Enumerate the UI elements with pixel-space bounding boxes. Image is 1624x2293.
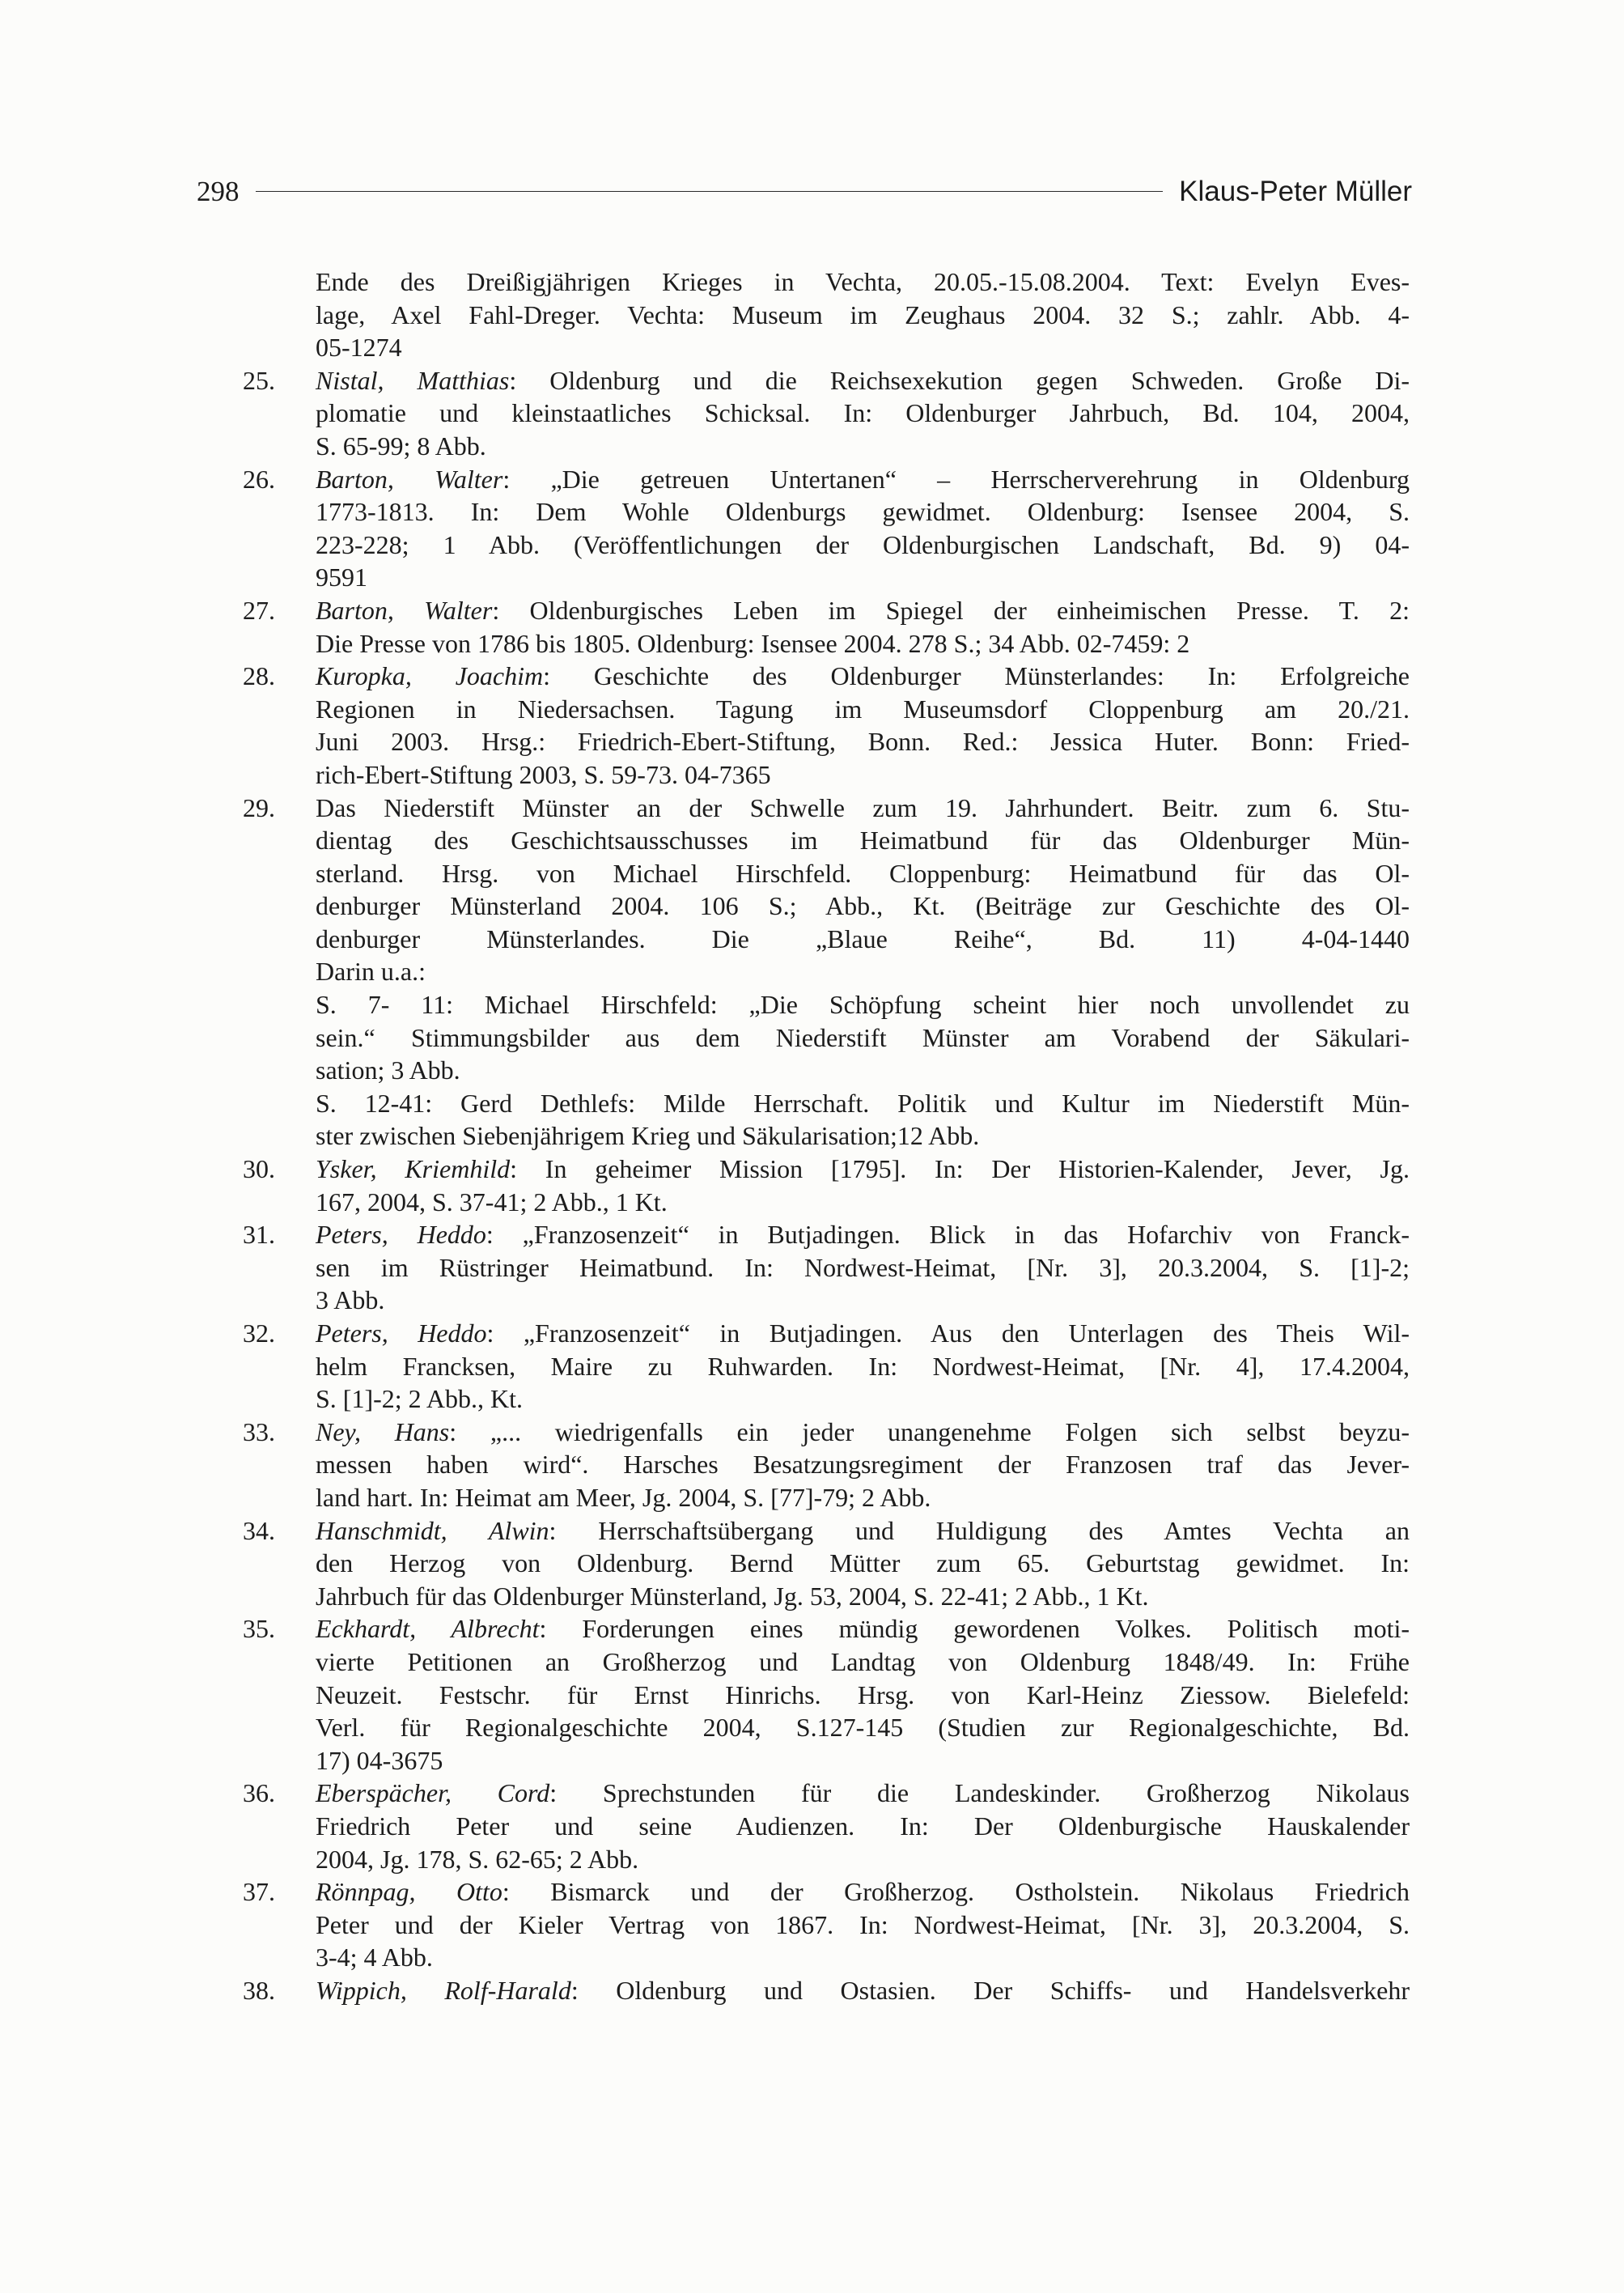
entry-text	[316, 265, 1410, 364]
entry-text	[316, 1612, 1410, 1777]
entry-number: 37.	[243, 1877, 275, 1907]
text-line: sein.“ Stimmungsbilder aus dem Niederstift Münster am Vorabend der Säkulari-	[316, 1022, 1410, 1052]
entry-number: 27.	[243, 595, 275, 625]
text-line: S. 65-99; 8 Abb.	[316, 431, 486, 461]
entry-text	[316, 1153, 1410, 1218]
text-line: 2004, Jg. 178, S. 62-65; 2 Abb.	[316, 1844, 639, 1874]
page-header	[197, 168, 1412, 214]
text-line: Juni 2003. Hrsg.: Friedrich-Ebert-Stiftung, Bonn. Red.: Jessica Huter. Bonn: Fried-	[316, 727, 1410, 757]
entry-author: Hanschmidt, Alwin	[316, 1515, 549, 1545]
entry-text	[316, 1416, 1410, 1514]
text-line: 223-228; 1 Abb. (Veröffentlichungen der Oldenburgischen Landschaft, Bd. 9) 04-	[316, 529, 1410, 559]
text-line: Eberspächer, Cord: Sprechstunden für die Landeskinder. Großherzog Nikolaus	[316, 1778, 1410, 1808]
text-line: Peters, Heddo: „Franzosenzeit“ in Butjadingen. Blick in das Hofarchiv von Franck-	[316, 1220, 1410, 1250]
text-line: messen haben wird“. Harsches Besatzungsregiment der Franzosen traf das Jever-	[316, 1450, 1410, 1480]
text-line: rich-Ebert-Stiftung 2003, S. 59-73. 04-7365	[316, 759, 771, 789]
entry-number: 36.	[243, 1778, 275, 1808]
text-line: den Herzog von Oldenburg. Bernd Mütter zum 65. Geburtstag gewidmet. In:	[316, 1548, 1410, 1578]
entry-number: 26.	[243, 464, 275, 494]
bibliography-entry	[243, 1317, 1410, 1416]
bibliography-entry	[243, 1974, 1410, 2007]
text-line: Peters, Heddo: „Franzosenzeit“ in Butjadingen. Aus den Unterlagen des Theis Wil-	[316, 1318, 1410, 1348]
text-line: Peter und der Kieler Vertrag von 1867. In: Nordwest-Heimat, [Nr. 3], 20.3.2004, S.	[316, 1909, 1410, 1939]
text-line: 9591	[316, 563, 367, 592]
entry-text	[316, 1875, 1410, 1974]
bibliography-list	[243, 265, 1410, 2006]
entry-text	[316, 1514, 1410, 1613]
bibliography-entry	[243, 594, 1410, 660]
entry-text	[316, 1218, 1410, 1317]
entry-text	[316, 660, 1410, 791]
text-line: denburger Münsterlandes. Die „Blaue Reihe“, Bd. 11) 4-04-1440	[316, 924, 1410, 953]
text-line: 1773-1813. In: Dem Wohle Oldenburgs gewidmet. Oldenburg: Isensee 2004, S.	[316, 497, 1410, 527]
text-line: Jahrbuch für das Oldenburger Münsterland, Jg. 53, 2004, S. 22-41; 2 Abb., 1 Kt.	[316, 1581, 1149, 1611]
text-line: Kuropka, Joachim: Geschichte des Oldenburger Münsterlandes: In: Erfolgreiche	[316, 661, 1410, 691]
entry-author: Rönnpag, Otto	[316, 1877, 502, 1907]
entry-text	[316, 792, 1410, 1153]
text-line: Barton, Walter: „Die getreuen Untertanen“ – Herrscherverehrung in Oldenburg	[316, 464, 1410, 494]
entry-number: 38.	[243, 1975, 275, 2005]
text-line: 05-1274	[316, 333, 402, 363]
continued-entry	[243, 265, 1410, 364]
text-line: S. 12-41: Gerd Dethlefs: Milde Herrschaft. Politik und Kultur im Niederstift Mün-	[316, 1088, 1410, 1118]
text-line: Ney, Hans: „... wiedrigenfalls ein jeder unangenehme Folgen sich selbst beyzu-	[316, 1416, 1410, 1446]
text-line: S. 7- 11: Michael Hirschfeld: „Die Schöpfung scheint hier noch unvollendet zu	[316, 990, 1410, 1020]
bibliography-entry	[243, 1416, 1410, 1514]
entry-number: 25.	[243, 365, 275, 395]
entry-text	[316, 463, 1410, 594]
entry-number: 33.	[243, 1416, 275, 1446]
entry-author: Peters, Heddo	[316, 1318, 487, 1348]
bibliography-entry	[243, 364, 1410, 463]
text-line: Eckhardt, Albrecht: Forderungen eines mündig gewordenen Volkes. Politisch moti-	[316, 1614, 1410, 1644]
entry-number: 35.	[243, 1614, 275, 1644]
text-line: plomatie und kleinstaatliches Schicksal. In: Oldenburger Jahrbuch, Bd. 104, 2004,	[316, 398, 1410, 428]
sub-entry	[316, 1087, 1410, 1153]
text-line: helm Francksen, Maire zu Ruhwarden. In: Nordwest-Heimat, [Nr. 4], 17.4.2004,	[316, 1351, 1410, 1381]
text-line: lage, Axel Fahl-Dreger. Vechta: Museum im Zeughaus 2004. 32 S.; zahlr. Abb. 4-	[316, 299, 1410, 329]
bibliography-entry	[243, 792, 1410, 1153]
entry-number: 31.	[243, 1220, 275, 1250]
text-line: denburger Münsterland 2004. 106 S.; Abb., Kt. (Beiträge zur Geschichte des Ol-	[316, 891, 1410, 921]
header-rule	[256, 191, 1164, 192]
text-line: 167, 2004, S. 37-41; 2 Abb., 1 Kt.	[316, 1187, 668, 1217]
text-line: Rönnpag, Otto: Bismarck und der Großherzog. Ostholstein. Nikolaus Friedrich	[316, 1877, 1410, 1907]
text-line: Ysker, Kriemhild: In geheimer Mission [1795]. In: Der Historien-Kalender, Jever, Jg.	[316, 1154, 1410, 1184]
sub-entry	[316, 988, 1410, 1087]
text-line: 3 Abb.	[316, 1285, 385, 1315]
bibliography-entry	[243, 463, 1410, 594]
entry-text	[316, 1777, 1410, 1875]
page-number: 298	[197, 175, 240, 207]
bibliography-entry	[243, 1514, 1410, 1613]
entry-text	[316, 1317, 1410, 1416]
text-line: Darin u.a.:	[316, 957, 426, 987]
text-line: Ende des Dreißigjährigen Krieges in Vechta, 20.05.-15.08.2004. Text: Evelyn Eves-	[316, 267, 1410, 296]
text-line: land hart. In: Heimat am Meer, Jg. 2004, S. [77]-79; 2 Abb.	[316, 1482, 931, 1512]
text-line: Die Presse von 1786 bis 1805. Oldenburg: Isensee 2004. 278 S.; 34 Abb. 02-7459: 2	[316, 628, 1190, 658]
bibliography-entry	[243, 1153, 1410, 1218]
entry-number: 29.	[243, 792, 275, 822]
entry-author: Barton, Walter	[316, 464, 503, 494]
entry-number: 34.	[243, 1515, 275, 1545]
bibliography-entry	[243, 1875, 1410, 1974]
entry-author: Eberspächer, Cord	[316, 1778, 550, 1808]
entry-author: Wippich, Rolf-Harald	[316, 1975, 571, 2005]
text-line: Regionen in Niedersachsen. Tagung im Museumsdorf Cloppenburg am 20./21.	[316, 694, 1410, 724]
bibliography-entry	[243, 660, 1410, 791]
entry-text	[316, 594, 1410, 660]
entry-number: 30.	[243, 1154, 275, 1184]
text-line: Barton, Walter: Oldenburgisches Leben im Spiegel der einheimischen Presse. T. 2:	[316, 595, 1410, 625]
entry-author: Peters, Heddo	[316, 1220, 486, 1250]
entry-author: Barton, Walter	[316, 595, 493, 625]
text-line: Das Niederstift Münster an der Schwelle zum 19. Jahrhundert. Beitr. zum 6. Stu-	[316, 792, 1410, 822]
text-line: dientag des Geschichtsausschusses im Heimatbund für das Oldenburger Mün-	[316, 826, 1410, 856]
entry-author: Kuropka, Joachim	[316, 661, 544, 691]
text-line: 17) 04-3675	[316, 1745, 443, 1775]
bibliography-entry	[243, 1218, 1410, 1317]
text-line: Nistal, Matthias: Oldenburg und die Reichsexekution gegen Schweden. Große Di-	[316, 365, 1410, 395]
text-line: Neuzeit. Festschr. für Ernst Hinrichs. Hrsg. von Karl-Heinz Ziessow. Bielefeld:	[316, 1679, 1410, 1709]
entry-number: 32.	[243, 1318, 275, 1348]
entry-text	[316, 364, 1410, 463]
text-line: Hanschmidt, Alwin: Herrschaftsübergang und Huldigung des Amtes Vechta an	[316, 1515, 1410, 1545]
entry-number: 28.	[243, 661, 275, 691]
entry-author: Ney, Hans	[316, 1416, 450, 1446]
text-line: sterland. Hrsg. von Michael Hirschfeld. Cloppenburg: Heimatbund für das Ol-	[316, 858, 1410, 888]
text-line: ster zwischen Siebenjährigem Krieg und Säkularisation;12 Abb.	[316, 1121, 980, 1151]
text-line: sen im Rüstringer Heimatbund. In: Nordwest-Heimat, [Nr. 3], 20.3.2004, S. [1]-2;	[316, 1252, 1410, 1282]
text-line: Verl. für Regionalgeschichte 2004, S.127-145 (Studien zur Regionalgeschichte, Bd.	[316, 1713, 1410, 1743]
entry-author: Nistal, Matthias	[316, 365, 510, 395]
text-line: vierte Petitionen an Großherzog und Landtag von Oldenburg 1848/49. In: Frühe	[316, 1646, 1410, 1676]
text-line: 3-4; 4 Abb.	[316, 1943, 433, 1972]
entry-author: Ysker, Kriemhild	[316, 1154, 511, 1184]
bibliography-entry	[243, 1777, 1410, 1875]
text-line: sation; 3 Abb.	[316, 1055, 460, 1085]
text-line: Friedrich Peter und seine Audienzen. In: Der Oldenburgische Hauskalender	[316, 1811, 1410, 1841]
entry-text	[316, 1974, 1410, 2007]
entry-author: Eckhardt, Albrecht	[316, 1614, 540, 1644]
text-line: Wippich, Rolf-Harald: Oldenburg und Ostasien. Der Schiffs- und Handelsverkehr	[316, 1975, 1410, 2005]
running-head: Klaus-Peter Müller	[1179, 175, 1412, 207]
bibliography-entry	[243, 1612, 1410, 1777]
text-line: S. [1]-2; 2 Abb., Kt.	[316, 1384, 523, 1414]
